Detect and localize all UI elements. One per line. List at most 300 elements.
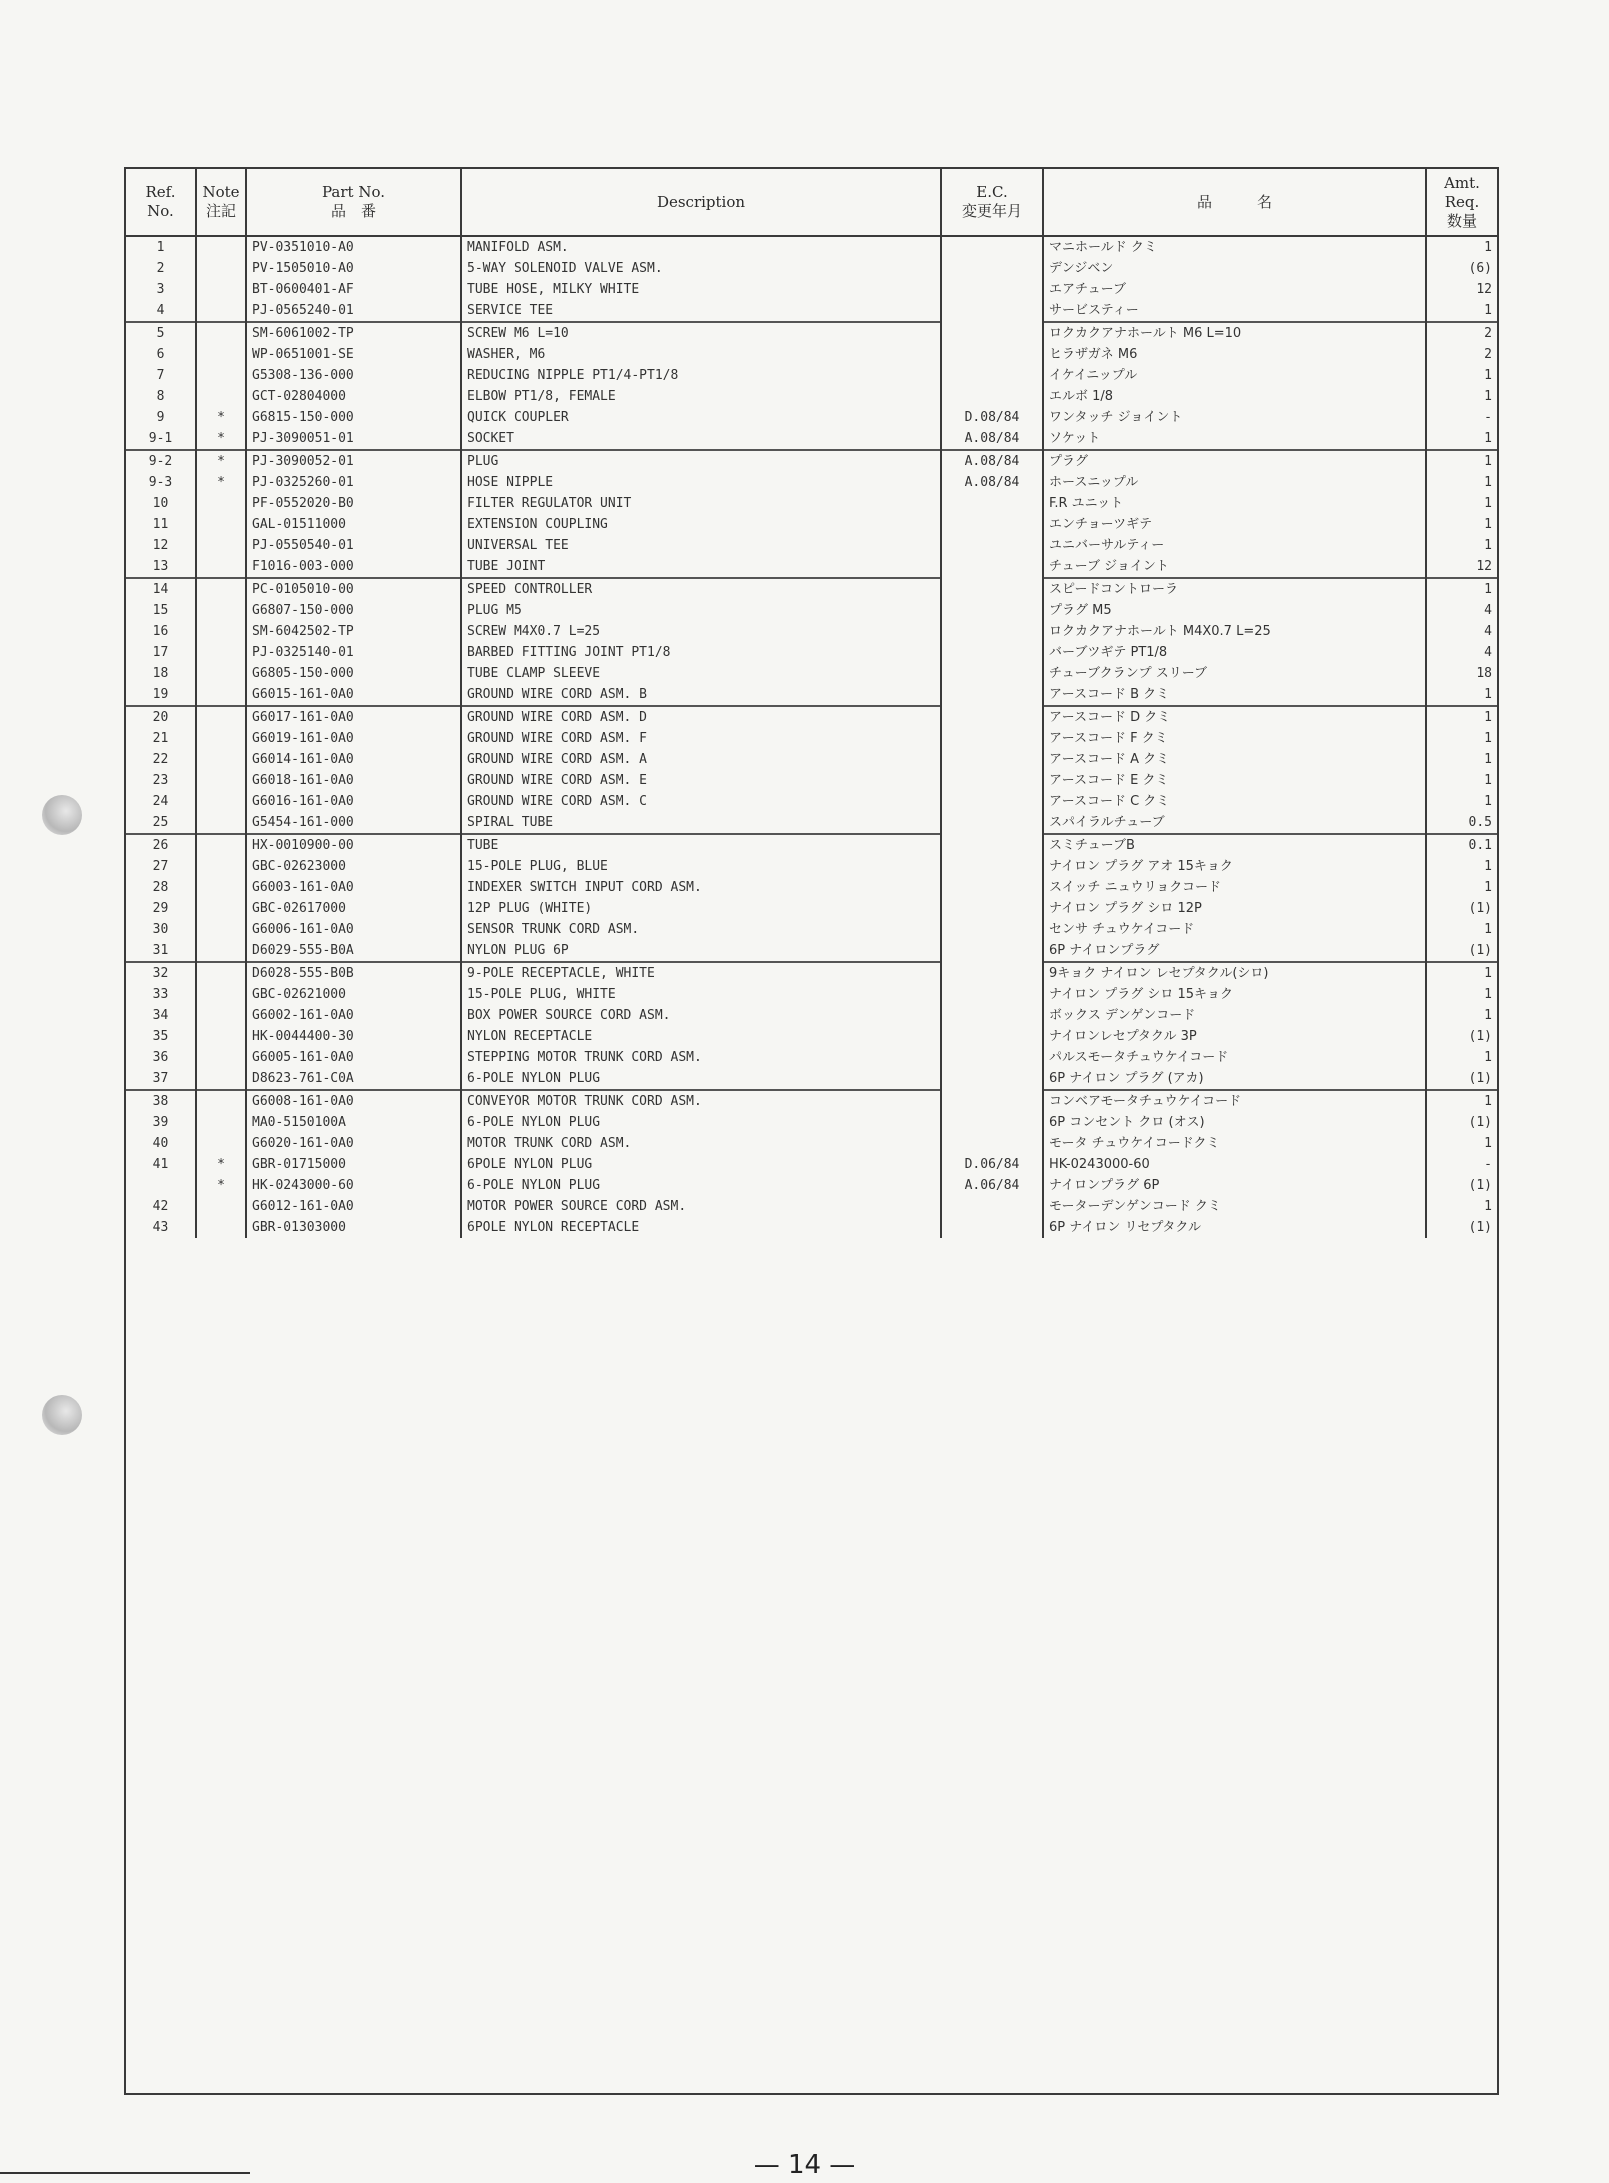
cell-desc: CONVEYOR MOTOR TRUNK CORD ASM. <box>461 1090 941 1112</box>
cell-ec <box>941 962 1043 984</box>
cell-ref: 9-2 <box>126 450 196 472</box>
cell-ref: 15 <box>126 600 196 621</box>
cell-part: G6807-150-000 <box>246 600 461 621</box>
cell-desc: 12P PLUG (WHITE) <box>461 898 941 919</box>
table-row <box>126 642 1497 663</box>
cell-ec <box>941 258 1043 279</box>
cell-jname: ヒラザガネ M6 <box>1043 344 1426 365</box>
cell-jname: アースコード B クミ <box>1043 684 1426 706</box>
cell-note <box>196 940 246 962</box>
cell-amt: (1) <box>1426 1175 1497 1196</box>
cell-part: G6815-150-000 <box>246 407 461 428</box>
cell-note <box>196 300 246 322</box>
table-row <box>126 962 1497 984</box>
cell-amt: (1) <box>1426 940 1497 962</box>
cell-ec <box>941 279 1043 300</box>
cell-note <box>196 578 246 600</box>
cell-jname: ロクカクアナホールト M4X0.7 L=25 <box>1043 621 1426 642</box>
cell-amt: - <box>1426 1154 1497 1175</box>
cell-desc: TUBE <box>461 834 941 856</box>
cell-note <box>196 642 246 663</box>
cell-desc: GROUND WIRE CORD ASM. E <box>461 770 941 791</box>
cell-desc: PLUG M5 <box>461 600 941 621</box>
cell-amt: 12 <box>1426 556 1497 578</box>
cell-note: * <box>196 407 246 428</box>
cell-ref: 5 <box>126 322 196 344</box>
cell-jname: ロクカクアナホールト M6 L=10 <box>1043 322 1426 344</box>
cell-ref: 7 <box>126 365 196 386</box>
cell-part: D8623-761-C0A <box>246 1068 461 1090</box>
cell-desc: GROUND WIRE CORD ASM. D <box>461 706 941 728</box>
cell-ref: 4 <box>126 300 196 322</box>
cell-jname: コンベアモータチュウケイコード <box>1043 1090 1426 1112</box>
cell-jname: アースコード E クミ <box>1043 770 1426 791</box>
cell-jname: アースコード F クミ <box>1043 728 1426 749</box>
cell-jname: チューブ ジョイント <box>1043 556 1426 578</box>
table-row <box>126 1047 1497 1068</box>
cell-part: BT-0600401-AF <box>246 279 461 300</box>
cell-desc: 6POLE NYLON RECEPTACLE <box>461 1217 941 1238</box>
cell-desc: SCREW M6 L=10 <box>461 322 941 344</box>
table-row <box>126 578 1497 600</box>
cell-amt: 1 <box>1426 919 1497 940</box>
cell-note <box>196 514 246 535</box>
cell-jname: 6P ナイロン リセプタクル <box>1043 1217 1426 1238</box>
cell-jname: ボックス デンゲンコード <box>1043 1005 1426 1026</box>
cell-note <box>196 834 246 856</box>
col-ref: Ref. No. <box>126 169 196 236</box>
cell-jname: 6P コンセント クロ (オス) <box>1043 1112 1426 1133</box>
cell-ref: 30 <box>126 919 196 940</box>
cell-desc: GROUND WIRE CORD ASM. F <box>461 728 941 749</box>
cell-ec <box>941 1005 1043 1026</box>
cell-note <box>196 898 246 919</box>
cell-ec <box>941 749 1043 770</box>
cell-ref: 9 <box>126 407 196 428</box>
table-row <box>126 728 1497 749</box>
cell-desc: 6POLE NYLON PLUG <box>461 1154 941 1175</box>
table-row <box>126 940 1497 962</box>
cell-note <box>196 258 246 279</box>
cell-amt: (1) <box>1426 898 1497 919</box>
table-row <box>126 1026 1497 1047</box>
cell-note <box>196 535 246 556</box>
cell-amt: 1 <box>1426 984 1497 1005</box>
cell-part: GBC-02623000 <box>246 856 461 877</box>
cell-ec <box>941 556 1043 578</box>
cell-jname: スパイラルチューブ <box>1043 812 1426 834</box>
cell-desc: 15-POLE PLUG, BLUE <box>461 856 941 877</box>
col-part-no: Part No. 品 番 <box>246 169 461 236</box>
cell-jname: チューブクランプ スリーブ <box>1043 663 1426 684</box>
table-row <box>126 1217 1497 1238</box>
cell-ec <box>941 1112 1043 1133</box>
cell-amt: 2 <box>1426 322 1497 344</box>
cell-jname: エアチューブ <box>1043 279 1426 300</box>
cell-jname: デンジベン <box>1043 258 1426 279</box>
cell-amt: 1 <box>1426 493 1497 514</box>
table-row <box>126 1133 1497 1154</box>
cell-jname: ワンタッチ ジョイント <box>1043 407 1426 428</box>
scan-edge-line <box>0 2172 250 2174</box>
cell-desc: 15-POLE PLUG, WHITE <box>461 984 941 1005</box>
cell-part: GAL-01511000 <box>246 514 461 535</box>
table-row <box>126 856 1497 877</box>
cell-amt: 18 <box>1426 663 1497 684</box>
cell-ref: 26 <box>126 834 196 856</box>
cell-jname: ナイロンプラグ 6P <box>1043 1175 1426 1196</box>
cell-part: D6028-555-B0B <box>246 962 461 984</box>
cell-ec <box>941 1047 1043 1068</box>
cell-desc: 5-WAY SOLENOID VALVE ASM. <box>461 258 941 279</box>
cell-part: GBC-02617000 <box>246 898 461 919</box>
cell-desc: FILTER REGULATOR UNIT <box>461 493 941 514</box>
cell-ec <box>941 791 1043 812</box>
cell-part: G6012-161-0A0 <box>246 1196 461 1217</box>
cell-note <box>196 684 246 706</box>
page-number: — 14 — <box>753 2150 856 2180</box>
cell-desc: 6-POLE NYLON PLUG <box>461 1068 941 1090</box>
cell-amt: 1 <box>1426 684 1497 706</box>
table-row <box>126 386 1497 407</box>
cell-note <box>196 386 246 407</box>
table-row <box>126 770 1497 791</box>
cell-ref: 3 <box>126 279 196 300</box>
cell-ec <box>941 877 1043 898</box>
table-row <box>126 344 1497 365</box>
cell-note: * <box>196 1154 246 1175</box>
punch-hole-bottom <box>42 1395 82 1435</box>
cell-ec <box>941 1196 1043 1217</box>
table-row <box>126 472 1497 493</box>
cell-note <box>196 1196 246 1217</box>
cell-ec <box>941 535 1043 556</box>
cell-amt: 1 <box>1426 300 1497 322</box>
cell-ref: 43 <box>126 1217 196 1238</box>
cell-ref: 25 <box>126 812 196 834</box>
cell-ec <box>941 770 1043 791</box>
cell-ref: 33 <box>126 984 196 1005</box>
cell-amt: 4 <box>1426 642 1497 663</box>
table-row <box>126 1090 1497 1112</box>
cell-desc: MOTOR TRUNK CORD ASM. <box>461 1133 941 1154</box>
cell-jname: エンチョーツギテ <box>1043 514 1426 535</box>
cell-amt: 1 <box>1426 386 1497 407</box>
cell-desc: WASHER, M6 <box>461 344 941 365</box>
cell-ref: 42 <box>126 1196 196 1217</box>
cell-ec: D.06/84 <box>941 1154 1043 1175</box>
cell-part: F1016-003-000 <box>246 556 461 578</box>
cell-amt: 12 <box>1426 279 1497 300</box>
cell-ec <box>941 300 1043 322</box>
cell-ec <box>941 984 1043 1005</box>
cell-note <box>196 984 246 1005</box>
table-row <box>126 1154 1497 1175</box>
cell-part: PJ-0550540-01 <box>246 535 461 556</box>
cell-amt: 1 <box>1426 1196 1497 1217</box>
cell-ec: A.08/84 <box>941 428 1043 450</box>
cell-part: D6029-555-B0A <box>246 940 461 962</box>
table-row <box>126 1068 1497 1090</box>
cell-desc: BARBED FITTING JOINT PT1/8 <box>461 642 941 663</box>
cell-note <box>196 493 246 514</box>
cell-ec <box>941 834 1043 856</box>
table-row <box>126 279 1497 300</box>
cell-part: HK-0243000-60 <box>246 1175 461 1196</box>
cell-ec <box>941 344 1043 365</box>
cell-ec <box>941 236 1043 258</box>
cell-part: PJ-0325260-01 <box>246 472 461 493</box>
cell-desc: 6-POLE NYLON PLUG <box>461 1175 941 1196</box>
cell-jname: ナイロンレセプタクル 3P <box>1043 1026 1426 1047</box>
cell-desc: TUBE HOSE, MILKY WHITE <box>461 279 941 300</box>
cell-part: PC-0105010-00 <box>246 578 461 600</box>
table-row <box>126 1005 1497 1026</box>
cell-note <box>196 1026 246 1047</box>
table-row <box>126 407 1497 428</box>
cell-amt: 1 <box>1426 728 1497 749</box>
cell-ref: 17 <box>126 642 196 663</box>
cell-ref: 39 <box>126 1112 196 1133</box>
cell-ref: 31 <box>126 940 196 962</box>
cell-jname: サービスティー <box>1043 300 1426 322</box>
table-row <box>126 663 1497 684</box>
table-row <box>126 535 1497 556</box>
cell-jname: ホースニップル <box>1043 472 1426 493</box>
cell-ref: 32 <box>126 962 196 984</box>
cell-desc: HOSE NIPPLE <box>461 472 941 493</box>
cell-ec <box>941 812 1043 834</box>
cell-note <box>196 621 246 642</box>
cell-jname: アースコード C クミ <box>1043 791 1426 812</box>
cell-part: G5454-161-000 <box>246 812 461 834</box>
table-row <box>126 684 1497 706</box>
cell-part: SM-6061002-TP <box>246 322 461 344</box>
cell-note <box>196 728 246 749</box>
table-row <box>126 493 1497 514</box>
cell-jname: モータ チュウケイコードクミ <box>1043 1133 1426 1154</box>
table-row <box>126 749 1497 770</box>
cell-ec: D.08/84 <box>941 407 1043 428</box>
cell-ref: 22 <box>126 749 196 770</box>
cell-part: G6017-161-0A0 <box>246 706 461 728</box>
cell-desc: UNIVERSAL TEE <box>461 535 941 556</box>
cell-part: PV-0351010-A0 <box>246 236 461 258</box>
parts-table <box>126 169 1497 1238</box>
cell-ec <box>941 1090 1043 1112</box>
cell-ref: 40 <box>126 1133 196 1154</box>
cell-note <box>196 1005 246 1026</box>
cell-part: GBR-01715000 <box>246 1154 461 1175</box>
cell-jname: F.R ユニット <box>1043 493 1426 514</box>
cell-ec <box>941 706 1043 728</box>
cell-part: G6020-161-0A0 <box>246 1133 461 1154</box>
col-ec: E.C. 変更年月 <box>941 169 1043 236</box>
cell-jname: プラグ M5 <box>1043 600 1426 621</box>
cell-part: PJ-3090052-01 <box>246 450 461 472</box>
table-row <box>126 365 1497 386</box>
cell-ref: 41 <box>126 1154 196 1175</box>
cell-ref: 6 <box>126 344 196 365</box>
table-row <box>126 236 1497 258</box>
cell-jname: アースコード A クミ <box>1043 749 1426 770</box>
cell-note <box>196 749 246 770</box>
cell-amt: 1 <box>1426 791 1497 812</box>
cell-ec: A.08/84 <box>941 472 1043 493</box>
cell-ec <box>941 919 1043 940</box>
cell-note <box>196 1133 246 1154</box>
parts-rows <box>126 236 1497 1238</box>
cell-note: * <box>196 472 246 493</box>
cell-amt: 1 <box>1426 877 1497 898</box>
cell-ref: 11 <box>126 514 196 535</box>
cell-jname: 6P ナイロン プラグ (アカ) <box>1043 1068 1426 1090</box>
cell-part: HK-0044400-30 <box>246 1026 461 1047</box>
cell-amt: 1 <box>1426 450 1497 472</box>
cell-part: HX-0010900-00 <box>246 834 461 856</box>
col-note: Note 注記 <box>196 169 246 236</box>
table-row <box>126 791 1497 812</box>
cell-amt: 1 <box>1426 236 1497 258</box>
cell-part: SM-6042502-TP <box>246 621 461 642</box>
cell-ec <box>941 642 1043 663</box>
cell-jname: 6P ナイロンプラグ <box>1043 940 1426 962</box>
cell-ref: 27 <box>126 856 196 877</box>
cell-note <box>196 663 246 684</box>
cell-desc: SENSOR TRUNK CORD ASM. <box>461 919 941 940</box>
cell-note <box>196 1047 246 1068</box>
cell-ref: 12 <box>126 535 196 556</box>
cell-ec <box>941 578 1043 600</box>
cell-note <box>196 556 246 578</box>
cell-amt: 2 <box>1426 344 1497 365</box>
cell-jname: HK-0243000-60 <box>1043 1154 1426 1175</box>
table-row <box>126 898 1497 919</box>
cell-ref: 9-3 <box>126 472 196 493</box>
cell-note <box>196 856 246 877</box>
cell-part: G6015-161-0A0 <box>246 684 461 706</box>
table-row <box>126 621 1497 642</box>
cell-jname: バーブツギテ PT1/8 <box>1043 642 1426 663</box>
cell-ec <box>941 684 1043 706</box>
cell-amt: 0.1 <box>1426 834 1497 856</box>
cell-ec <box>941 1217 1043 1238</box>
cell-amt: (1) <box>1426 1217 1497 1238</box>
cell-part: PJ-0565240-01 <box>246 300 461 322</box>
cell-ec <box>941 493 1043 514</box>
cell-jname: センサ チュウケイコード <box>1043 919 1426 940</box>
cell-ref: 36 <box>126 1047 196 1068</box>
cell-part: G6018-161-0A0 <box>246 770 461 791</box>
table-row <box>126 1112 1497 1133</box>
cell-ref: 34 <box>126 1005 196 1026</box>
cell-ref: 18 <box>126 663 196 684</box>
cell-ref: 23 <box>126 770 196 791</box>
cell-part: G6006-161-0A0 <box>246 919 461 940</box>
cell-desc: PLUG <box>461 450 941 472</box>
cell-jname: プラグ <box>1043 450 1426 472</box>
cell-part: WP-0651001-SE <box>246 344 461 365</box>
cell-part: MA0-5150100A <box>246 1112 461 1133</box>
cell-part: G5308-136-000 <box>246 365 461 386</box>
cell-desc: MANIFOLD ASM. <box>461 236 941 258</box>
cell-ref: 19 <box>126 684 196 706</box>
cell-ref: 16 <box>126 621 196 642</box>
cell-jname: マニホールド クミ <box>1043 236 1426 258</box>
cell-amt: 1 <box>1426 578 1497 600</box>
cell-jname: パルスモータチュウケイコード <box>1043 1047 1426 1068</box>
cell-jname: 9キョク ナイロン レセプタクル(シロ) <box>1043 962 1426 984</box>
cell-amt: (1) <box>1426 1112 1497 1133</box>
cell-ec <box>941 600 1043 621</box>
cell-amt: 4 <box>1426 600 1497 621</box>
cell-desc: NYLON PLUG 6P <box>461 940 941 962</box>
cell-amt: 1 <box>1426 514 1497 535</box>
parts-list-sheet <box>124 167 1499 2095</box>
cell-ref: 8 <box>126 386 196 407</box>
cell-ec <box>941 514 1043 535</box>
table-row <box>126 428 1497 450</box>
cell-note <box>196 279 246 300</box>
cell-desc: TUBE CLAMP SLEEVE <box>461 663 941 684</box>
cell-ec <box>941 1133 1043 1154</box>
cell-desc: MOTOR POWER SOURCE CORD ASM. <box>461 1196 941 1217</box>
table-row <box>126 919 1497 940</box>
table-row <box>126 812 1497 834</box>
cell-amt: 1 <box>1426 1090 1497 1112</box>
cell-ec <box>941 365 1043 386</box>
cell-amt: (6) <box>1426 258 1497 279</box>
cell-part: PJ-3090051-01 <box>246 428 461 450</box>
cell-jname: スイッチ ニュウリョクコード <box>1043 877 1426 898</box>
cell-note <box>196 919 246 940</box>
cell-part: G6002-161-0A0 <box>246 1005 461 1026</box>
cell-note: * <box>196 1175 246 1196</box>
cell-desc: QUICK COUPLER <box>461 407 941 428</box>
table-row <box>126 258 1497 279</box>
cell-desc: ELBOW PT1/8, FEMALE <box>461 386 941 407</box>
cell-note: * <box>196 428 246 450</box>
cell-ec: A.08/84 <box>941 450 1043 472</box>
table-row <box>126 600 1497 621</box>
punch-hole-top <box>42 795 82 835</box>
cell-ref: 29 <box>126 898 196 919</box>
cell-part: GBR-01303000 <box>246 1217 461 1238</box>
cell-note <box>196 770 246 791</box>
cell-desc: 6-POLE NYLON PLUG <box>461 1112 941 1133</box>
cell-ec <box>941 386 1043 407</box>
cell-jname: ナイロン プラグ シロ 12P <box>1043 898 1426 919</box>
cell-jname: ソケット <box>1043 428 1426 450</box>
cell-desc: GROUND WIRE CORD ASM. C <box>461 791 941 812</box>
cell-jname: スピードコントローラ <box>1043 578 1426 600</box>
cell-part: GBC-02621000 <box>246 984 461 1005</box>
cell-part: GCT-02804000 <box>246 386 461 407</box>
cell-part: G6003-161-0A0 <box>246 877 461 898</box>
cell-note <box>196 706 246 728</box>
cell-part: PF-0552020-B0 <box>246 493 461 514</box>
cell-ec <box>941 856 1043 877</box>
table-row <box>126 556 1497 578</box>
table-row <box>126 834 1497 856</box>
cell-part: G6005-161-0A0 <box>246 1047 461 1068</box>
cell-ec: A.06/84 <box>941 1175 1043 1196</box>
cell-note <box>196 791 246 812</box>
cell-ec <box>941 1068 1043 1090</box>
cell-amt: (1) <box>1426 1026 1497 1047</box>
cell-amt: 1 <box>1426 1047 1497 1068</box>
cell-amt: 0.5 <box>1426 812 1497 834</box>
